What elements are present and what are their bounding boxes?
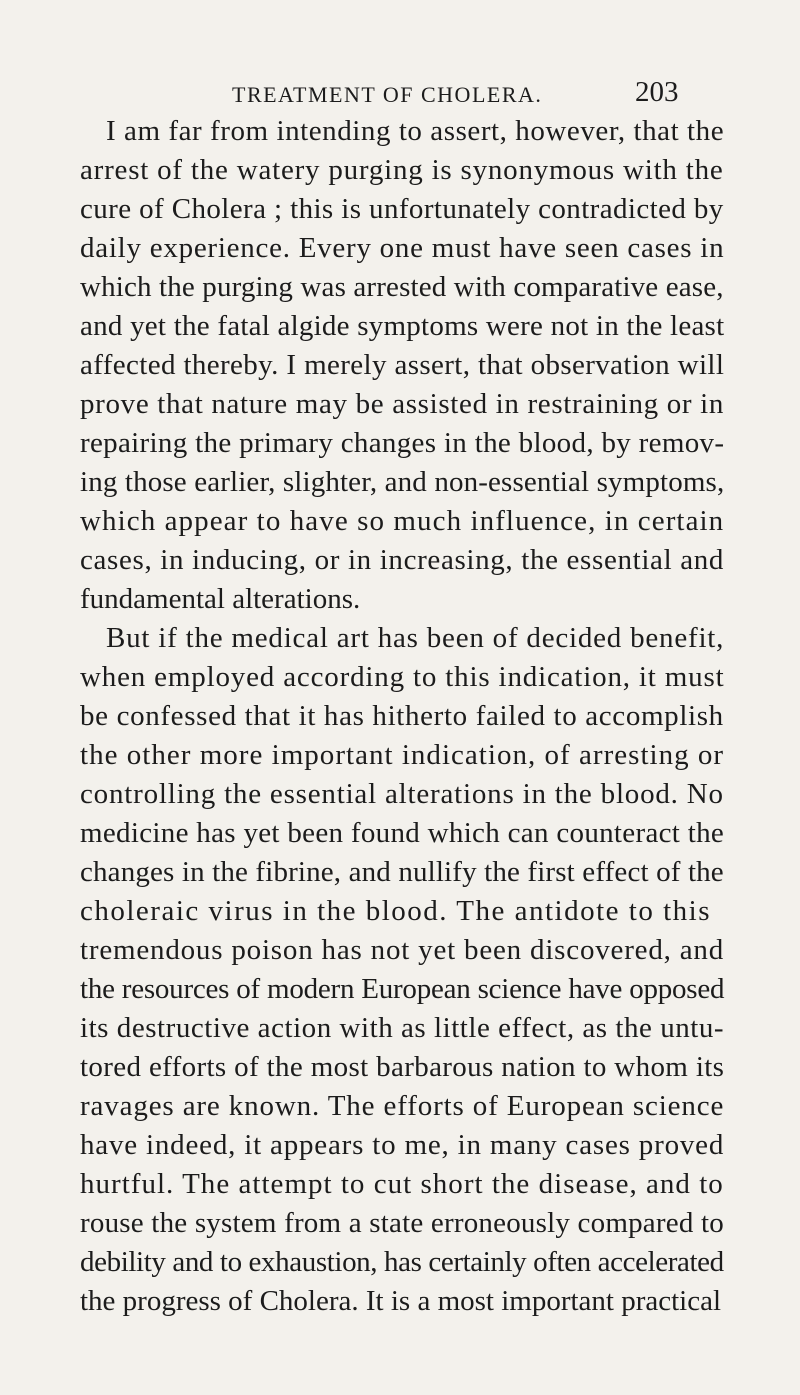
running-head: TREATMENT OF CHOLERA.	[232, 82, 543, 107]
text-line: its destructive action with as little effect, as the untu-	[80, 1012, 725, 1044]
text-line: debility and to exhaustion, has certainly often accelerated	[80, 1246, 724, 1278]
text-line: the other more important indication, of arresting or	[80, 739, 725, 771]
text-line: prove that nature may be assisted in restraining or in	[80, 388, 725, 420]
text-line: which the purging was arrested with comparative ease,	[80, 271, 724, 303]
text-line: choleraic virus in the blood. The antidote to this	[80, 895, 711, 927]
text-line: hurtful. The attempt to cut short the disease, and to	[80, 1168, 724, 1200]
text-line: affected thereby. I merely assert, that observation will	[80, 349, 725, 381]
text-line: cases, in inducing, or in increasing, the essential and	[80, 544, 725, 576]
text-line: have indeed, it appears to me, in many cases proved	[80, 1129, 725, 1161]
text-line: the resources of modern European science have opposed	[80, 973, 725, 1005]
text-line: tremendous poison has not yet been discovered, and	[80, 934, 725, 966]
text-line: be confessed that it has hitherto failed to accomplish	[80, 700, 724, 732]
text-line: repairing the primary changes in the blood, by remov-	[80, 427, 725, 459]
text-line: and yet the fatal algide symptoms were not in the least	[80, 310, 725, 342]
page-number: 203	[635, 76, 679, 108]
text-line: fundamental alterations.	[80, 583, 361, 615]
text-line: ravages are known. The efforts of European science	[80, 1090, 725, 1122]
text-line: daily experience. Every one must have seen cases in	[80, 232, 725, 264]
text-line: I am far from intending to assert, however, that the	[106, 115, 725, 147]
text-line: rouse the system from a state erroneously compared to	[80, 1207, 724, 1239]
text-line: controlling the essential alterations in the blood. No	[80, 778, 724, 810]
text-line: cure of Cholera ; this is unfortunately contradicted by	[80, 193, 724, 225]
text-line: the progress of Cholera. It is a most important practical	[80, 1285, 722, 1317]
text-line: tored efforts of the most barbarous nation to whom its	[80, 1051, 725, 1083]
text-line: changes in the fibrine, and nullify the first effect of the	[80, 856, 724, 888]
text-line: arrest of the watery purging is synonymous with the	[80, 154, 724, 186]
text-line: when employed according to this indication, it must	[80, 661, 725, 693]
text-line: But if the medical art has been of decided benefit,	[106, 622, 725, 654]
text-line: medicine has yet been found which can counteract the	[80, 817, 725, 849]
text-line: which appear to have so much influence, in certain	[80, 505, 725, 537]
text-line: ing those earlier, slighter, and non-essential symptoms,	[80, 466, 725, 498]
